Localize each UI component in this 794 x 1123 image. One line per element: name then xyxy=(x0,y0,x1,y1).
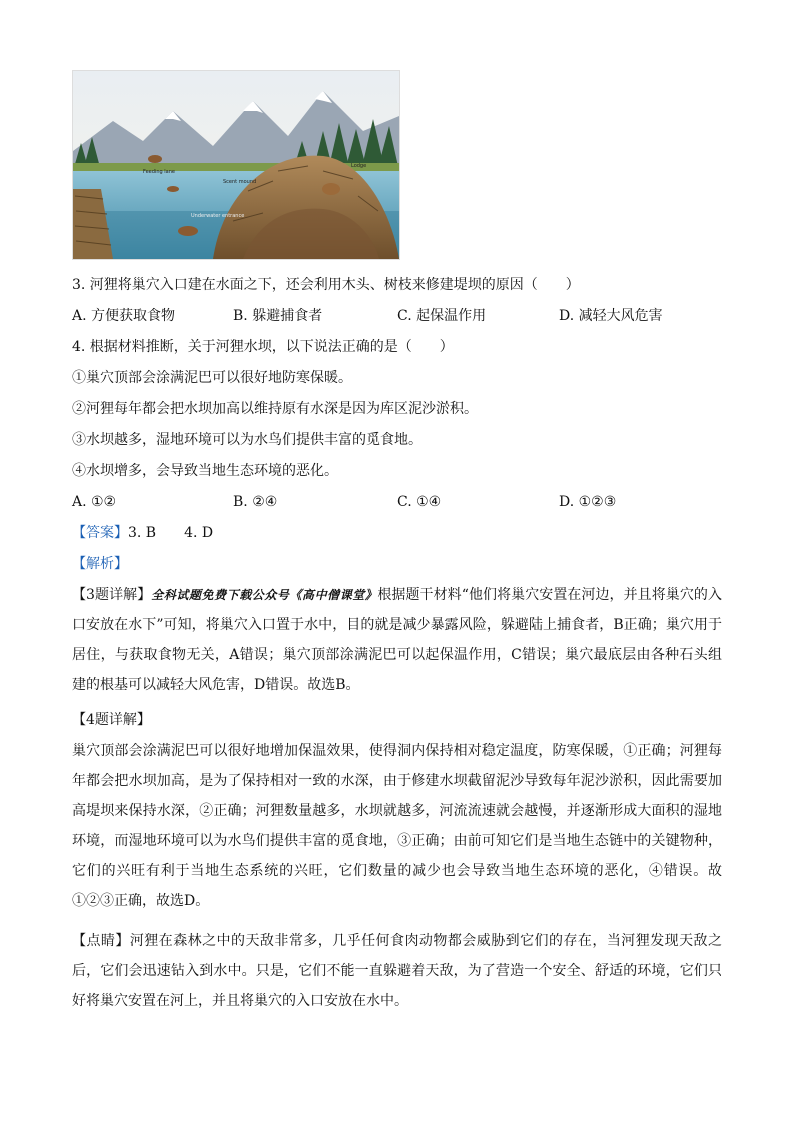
comment-tag: 【点睛】 xyxy=(72,933,130,949)
comment-paragraph xyxy=(72,926,722,1016)
detail-4-tag: 【4题详解】 xyxy=(72,712,151,728)
q4-option-a: A. ①② xyxy=(72,494,117,510)
q4-statement: ①巢穴顶部会涂满泥巴可以很好地防寒保暖。 xyxy=(72,370,352,386)
answer-tag: 【答案】 xyxy=(72,525,128,541)
q4-option-c: C. ①④ xyxy=(397,494,442,510)
analysis-tag: 【解析】 xyxy=(72,556,128,572)
beaver-lodge-picture xyxy=(73,71,399,259)
question-3-stem: 3. 河狸将巢穴入口建在水面之下，还会利用木头、树枝来修建堤坝的原因（ ） xyxy=(72,277,580,293)
q4-statement: ②河狸每年都会把水坝加高以维持原有水深是因为库区泥沙淤积。 xyxy=(72,401,478,417)
figure-label: Underwater entrance xyxy=(191,213,245,219)
answer-text: 3. B 4. D xyxy=(128,525,214,541)
q3-option-d: D. 减轻大风危害 xyxy=(559,308,663,324)
question-4-stem: 4. 根据材料推断，关于河狸水坝，以下说法正确的是（ ） xyxy=(72,339,454,355)
detail-3-tag: 【3题详解】 xyxy=(72,587,152,603)
comment-text: 河狸在森林之中的天敌非常多，几乎任何食肉动物都会威胁到它们的存在，当河狸发现天敌之后，它们会迅速钻入到水中。只是，它们不能一直躲避着天敌，为了营造一个安全、舒适的环境，它们只好将巢穴安置在河上，并且将巢穴的入口安放在水中。 xyxy=(72,933,723,1009)
q4-statement: ③水坝越多，湿地环境可以为水鸟们提供丰富的觅食地。 xyxy=(72,432,422,448)
q4-option-d: D. ①②③ xyxy=(559,494,617,510)
figure-label: Scent mound xyxy=(223,179,257,185)
detail-3-paragraph xyxy=(72,580,722,700)
analysis-line xyxy=(72,554,128,574)
detail-3-text: 根据题干材料“他们将巢穴安置在河边，并且将巢穴的入口安放在水下”可知，将巢穴入口置于水中，目的就是减少暴露风险，躲避陆上捕食者，B正确；巢穴用于居住，与获取食物无关，A错误；巢穴顶部涂满泥巴可以起保温作用，C错误；巢穴最底层由各种石头组建的根基可以减轻大风危害，D错误。故选B。 xyxy=(72,587,722,693)
beaver-lodge-illustration xyxy=(72,70,400,260)
figure-label: Lodge xyxy=(351,163,367,169)
question-4-options xyxy=(72,492,692,512)
answer-line xyxy=(72,523,213,543)
question-3-options xyxy=(72,306,692,326)
detail-4-paragraph: 巢穴顶部会涂满泥巴可以很好地增加保温效果，使得洞内保持相对稳定温度，防寒保暖，①正确；河狸每年都会把水坝加高，是为了保持相对一致的水深，由于修建水坝截留泥沙导致每年泥沙淤积，因此需要加高堤坝来保持水深，②正确；河狸数量越多，水坝就越多，河流流速就会越慢，并逐渐形成大面积的湿地环境，而湿地环境可以为水鸟们提供丰富的觅食地，③正确；由前可知它们是当地生态链中的关键物种，它们的兴旺有利于当地生态系统的兴旺，它们数量的减少也会导致当地生态环境的恶化，④错误。故①②③正确，故选D。 xyxy=(72,743,722,909)
q4-statement: ④水坝增多，会导致当地生态环境的恶化。 xyxy=(72,463,338,479)
q3-option-a: A. 方便获取食物 xyxy=(72,308,176,324)
q4-option-b: B. ②④ xyxy=(233,494,278,510)
watermark-text: 全科试题免费下载公众号《高中僧课堂》 xyxy=(151,588,378,602)
q3-option-c: C. 起保温作用 xyxy=(397,308,487,324)
figure-label: Feeding lane xyxy=(143,169,175,175)
q3-option-b: B. 躲避捕食者 xyxy=(233,308,323,324)
